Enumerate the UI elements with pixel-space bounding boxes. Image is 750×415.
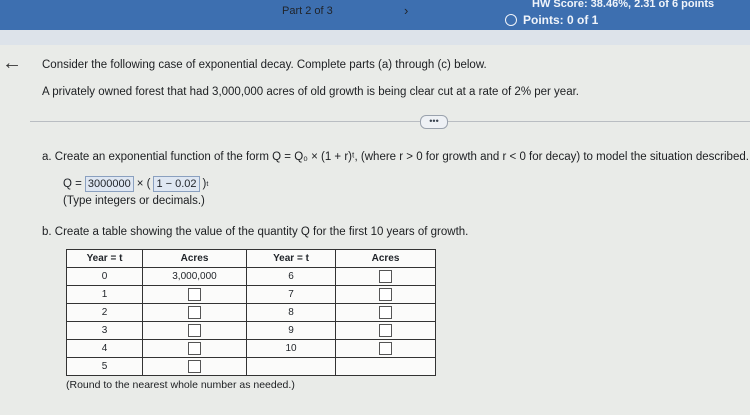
acres-input-year-2[interactable] bbox=[188, 306, 201, 319]
table-header: Year = t bbox=[247, 250, 336, 268]
table-header: Year = t bbox=[67, 250, 143, 268]
year-cell: 9 bbox=[247, 322, 336, 340]
acres-cell bbox=[336, 268, 436, 286]
acres-table bbox=[66, 249, 436, 376]
points-label: Points: 0 of 1 bbox=[523, 13, 599, 27]
table-row bbox=[67, 358, 436, 376]
acres-cell bbox=[143, 322, 247, 340]
year-cell: 0 bbox=[67, 268, 143, 286]
acres-cell bbox=[143, 304, 247, 322]
eq-suffix: ) bbox=[202, 178, 207, 190]
acres-cell bbox=[143, 340, 247, 358]
acres-input-year-3[interactable] bbox=[188, 324, 201, 337]
year-cell: 3 bbox=[67, 322, 143, 340]
round-note: (Round to the nearest whole number as needed.) bbox=[66, 379, 295, 391]
part-indicator: Part 2 of 3 bbox=[282, 5, 333, 17]
eq-times: × ( bbox=[136, 178, 151, 190]
acres-cell bbox=[336, 322, 436, 340]
part-a-prompt: a. Create an exponential function of the form Q = Q₀ × (1 + r)ᵗ, (where r > 0 for growth and r < 0 for decay) to model the situation described. bbox=[42, 151, 749, 163]
year-cell: 1 bbox=[67, 286, 143, 304]
problem-intro: Consider the following case of exponential decay. Complete parts (a) through (c) below. bbox=[42, 59, 487, 71]
problem-context: A privately owned forest that had 3,000,000 acres of old growth is being clear cut at a rate of 2% per year. bbox=[42, 86, 579, 98]
table-row bbox=[67, 340, 436, 358]
year-cell: 8 bbox=[247, 304, 336, 322]
more-button[interactable]: ••• bbox=[420, 115, 448, 129]
type-hint: (Type integers or decimals.) bbox=[63, 195, 205, 207]
acres-input-year-6[interactable] bbox=[379, 270, 392, 283]
acres-cell bbox=[336, 304, 436, 322]
divider bbox=[30, 121, 750, 122]
back-arrow-icon[interactable]: ← bbox=[2, 52, 22, 74]
eq-prefix: Q = bbox=[63, 178, 82, 190]
header-band bbox=[0, 30, 750, 45]
table-row bbox=[67, 268, 436, 286]
progress-circle-icon bbox=[505, 14, 517, 26]
table-header-row bbox=[67, 250, 436, 268]
table-header: Acres bbox=[336, 250, 436, 268]
year-cell: 6 bbox=[247, 268, 336, 286]
empty-cell bbox=[247, 358, 336, 376]
hw-score: HW Score: 38.46%, 2.31 of 6 points bbox=[532, 0, 715, 10]
table-row bbox=[67, 304, 436, 322]
acres-input-year-5[interactable] bbox=[188, 360, 201, 373]
acres-cell bbox=[143, 358, 247, 376]
points-status bbox=[505, 13, 598, 27]
acres-input-year-7[interactable] bbox=[379, 288, 392, 301]
acres-cell bbox=[336, 286, 436, 304]
acres-input-year-10[interactable] bbox=[379, 342, 392, 355]
acres-cell bbox=[336, 340, 436, 358]
year-cell: 5 bbox=[67, 358, 143, 376]
acres-input-year-8[interactable] bbox=[379, 306, 392, 319]
top-bar bbox=[0, 0, 750, 30]
acres-input-year-4[interactable] bbox=[188, 342, 201, 355]
eq-exponent: t bbox=[206, 180, 209, 188]
year-cell: 2 bbox=[67, 304, 143, 322]
acres-cell: 3,000,000 bbox=[143, 268, 247, 286]
q0-answer-field[interactable]: 3000000 bbox=[85, 176, 134, 192]
year-cell: 7 bbox=[247, 286, 336, 304]
table-row bbox=[67, 322, 436, 340]
table-header: Acres bbox=[143, 250, 247, 268]
acres-input-year-1[interactable] bbox=[188, 288, 201, 301]
table-row bbox=[67, 286, 436, 304]
year-cell: 4 bbox=[67, 340, 143, 358]
next-part-icon[interactable]: › bbox=[404, 3, 409, 18]
acres-cell bbox=[143, 286, 247, 304]
rate-answer-field[interactable]: 1 − 0.02 bbox=[153, 176, 199, 192]
answer-equation bbox=[63, 176, 208, 192]
empty-cell bbox=[336, 358, 436, 376]
part-b-prompt: b. Create a table showing the value of the quantity Q for the first 10 years of growth. bbox=[42, 226, 469, 238]
acres-input-year-9[interactable] bbox=[379, 324, 392, 337]
year-cell: 10 bbox=[247, 340, 336, 358]
